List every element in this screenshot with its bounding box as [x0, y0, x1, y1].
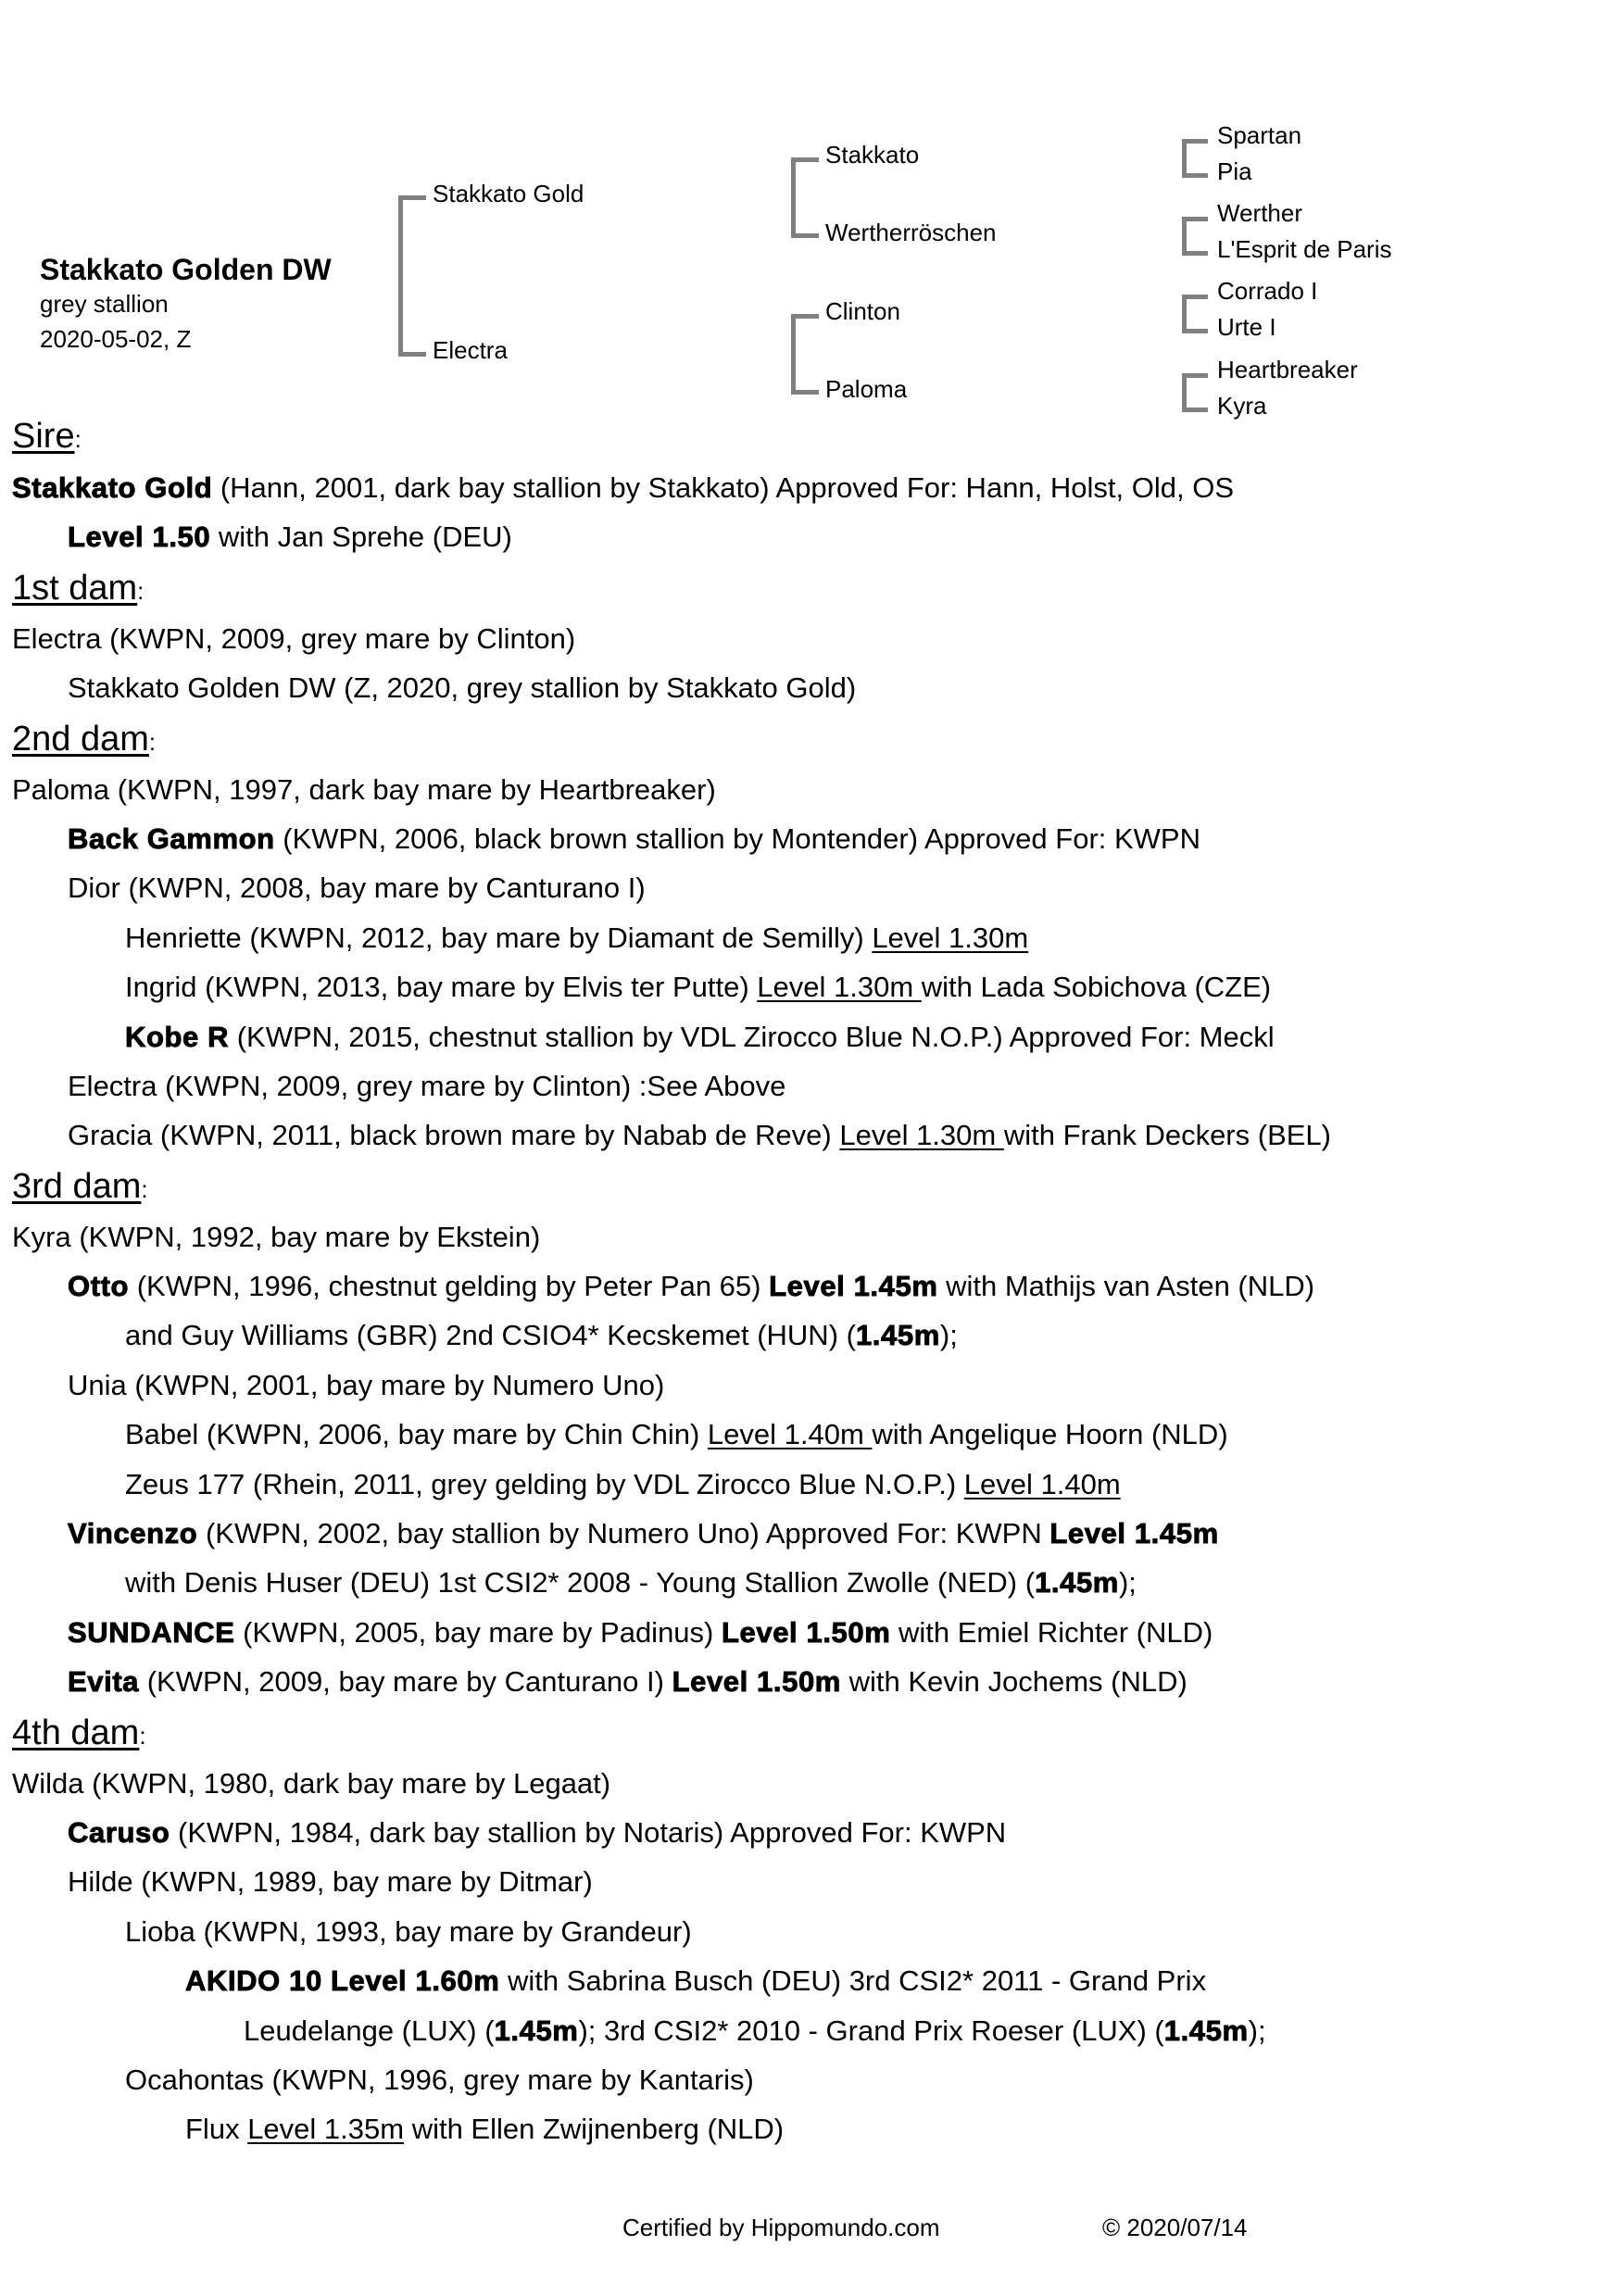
horse-name[interactable]: Vincenzo [68, 1517, 198, 1550]
level-link[interactable]: Level 1.40m [963, 1467, 1121, 1500]
level-label: Level 1.45m [1049, 1517, 1219, 1550]
section-heading-1st-dam: 1st dam: [12, 568, 145, 608]
report-line: Back Gammon (KWPN, 2006, black brown stallion by Montender) Approved For: KWPN [68, 822, 1200, 855]
pedigree-dam[interactable]: Electra [433, 336, 508, 364]
pedigree-chart [0, 0, 1621, 426]
report-line: Henriette (KWPN, 2012, bay mare by Diamant de Semilly) Level 1.30m [125, 921, 1029, 954]
subject-name: Stakkato Golden DW [40, 253, 332, 286]
pedigree-sire-sire[interactable]: Stakkato [825, 141, 920, 169]
report-line: Level 1.50 with Jan Sprehe (DEU) [68, 521, 512, 554]
pedigree-gen3-item[interactable]: Corrado I [1217, 277, 1318, 305]
report-line: Wilda (KWPN, 1980, dark bay mare by Legaat) [12, 1766, 611, 1800]
level-label: Level 1.45m [769, 1270, 938, 1303]
report-line: Stakkato Golden DW (Z, 2020, grey stallion by Stakkato Gold) [68, 671, 857, 705]
pedigree-gen3-item[interactable]: Kyra [1217, 392, 1267, 420]
subject-info [40, 252, 332, 358]
pedigree-sire[interactable]: Stakkato Gold [433, 180, 584, 207]
report-line: Electra (KWPN, 2009, grey mare by Clinton) [12, 621, 576, 655]
report-line: Kobe R (KWPN, 2015, chestnut stallion by VDL Zirocco Blue N.O.P.) Approved For: Meckl [125, 1020, 1275, 1053]
level-label: Level 1.50 [68, 521, 211, 554]
subject-birth-studbook: 2020-05-02, Z [40, 325, 192, 353]
subject-description: grey stallion [40, 290, 169, 318]
report-line: Leudelange (LUX) (1.45m); 3rd CSI2* 2010 - Grand Prix Roeser (LUX) (1.45m); [244, 2014, 1266, 2047]
horse-name[interactable]: Otto [68, 1270, 130, 1303]
pedigree-bracket-gen3 [1182, 373, 1208, 412]
report-line: Gracia (KWPN, 2011, black brown mare by Nabab de Reve) Level 1.30m with Frank Deckers (BEL) [68, 1119, 1331, 1152]
pedigree-gen3-item[interactable]: Heartbreaker [1217, 356, 1358, 383]
level-link[interactable]: Level 1.40m [707, 1418, 873, 1451]
level-link[interactable]: Level 1.30m [757, 971, 922, 1004]
horse-name[interactable]: Evita [68, 1665, 140, 1699]
certified-by-text: Certified by Hippomundo.com [622, 2214, 940, 2241]
report-line: Lioba (KWPN, 1993, bay mare by Grandeur) [125, 1914, 692, 1948]
pedigree-gen3-item[interactable]: Spartan [1217, 121, 1302, 149]
height-label: 1.45m [1035, 1566, 1119, 1600]
horse-name[interactable]: Kobe R [125, 1020, 230, 1053]
report-line: and Guy Williams (GBR) 2nd CSIO4* Kecskemet (HUN) (1.45m); [125, 1319, 958, 1352]
report-line: Zeus 177 (Rhein, 2011, grey gelding by VDL Zirocco Blue N.O.P.) Level 1.40m [125, 1467, 1121, 1500]
pedigree-sire-dam[interactable]: Wertherröschen [825, 219, 997, 246]
report-line: Hilde (KWPN, 1989, bay mare by Ditmar) [68, 1865, 593, 1899]
report-line: with Denis Huser (DEU) 1st CSI2* 2008 - Young Stallion Zwolle (NED) (1.45m); [125, 1566, 1137, 1600]
report-line: Dior (KWPN, 2008, bay mare by Canturano I) [68, 872, 646, 905]
section-heading-sire: Sire: [12, 417, 82, 456]
level-label: Level 1.50m [672, 1665, 841, 1699]
pedigree-dam-dam[interactable]: Paloma [825, 375, 908, 403]
pedigree-bracket-gen3 [1182, 295, 1208, 333]
horse-name[interactable]: Stakkato Gold [12, 471, 213, 504]
height-label: 1.45m [855, 1319, 940, 1352]
section-heading-4th-dam: 4th dam: [12, 1713, 146, 1752]
report-line: Babel (KWPN, 2006, bay mare by Chin Chin) Level 1.40m with Angelique Hoorn (NLD) [125, 1418, 1228, 1451]
pedigree-dam-sire[interactable]: Clinton [825, 297, 900, 325]
report-line: Caruso (KWPN, 1984, dark bay stallion by Notaris) Approved For: KWPN [68, 1815, 1007, 1849]
report-line: Kyra (KWPN, 1992, bay mare by Ekstein) [12, 1220, 541, 1253]
section-heading-2nd-dam: 2nd dam: [12, 719, 157, 759]
pedigree-gen3-item[interactable]: Werther [1217, 199, 1302, 227]
report-line: Flux Level 1.35m with Ellen Zwijnenberg (NLD) [185, 2113, 785, 2146]
horse-name[interactable]: AKIDO 10 Level 1.60m [185, 1964, 500, 1998]
pedigree-bracket-gen1 [398, 195, 426, 357]
height-label: 1.45m [494, 2014, 579, 2047]
report-line: Vincenzo (KWPN, 2002, bay stallion by Numero Uno) Approved For: KWPN Level 1.45m [68, 1517, 1219, 1550]
level-link[interactable]: Level 1.30m [872, 921, 1029, 954]
pedigree-gen3-item[interactable]: Pia [1217, 157, 1252, 185]
report-line: Electra (KWPN, 2009, grey mare by Clinton) :See Above [68, 1069, 786, 1102]
horse-name[interactable]: Caruso [68, 1815, 170, 1849]
pedigree-gen3-item[interactable]: L'Esprit de Paris [1217, 235, 1392, 263]
dam-line-report [12, 409, 1615, 2154]
pedigree-bracket-gen3 [1182, 217, 1208, 256]
report-line: Paloma (KWPN, 1997, dark bay mare by Heartbreaker) [12, 772, 716, 806]
pedigree-bracket-gen2 [791, 157, 819, 238]
report-line: Stakkato Gold (Hann, 2001, dark bay stallion by Stakkato) Approved For: Hann, Holst, Old, OS [12, 471, 1235, 504]
height-label: 1.45m [1163, 2014, 1249, 2047]
report-line: Otto (KWPN, 1996, chestnut gelding by Peter Pan 65) Level 1.45m with Mathijs van Asten (NLD) [68, 1270, 1315, 1303]
report-line: AKIDO 10 Level 1.60m with Sabrina Busch (DEU) 3rd CSI2* 2011 - Grand Prix [185, 1964, 1207, 1998]
report-line: Unia (KWPN, 2001, bay mare by Numero Uno) [68, 1368, 665, 1401]
report-line: Ocahontas (KWPN, 1996, grey mare by Kantaris) [125, 2063, 754, 2096]
level-link[interactable]: Level 1.30m [839, 1119, 1004, 1152]
pedigree-bracket-gen3 [1182, 139, 1208, 178]
report-line: Ingrid (KWPN, 2013, bay mare by Elvis ter Putte) Level 1.30m with Lada Sobichova (CZE) [125, 971, 1272, 1004]
level-link[interactable]: Level 1.35m [247, 2113, 405, 2146]
pedigree-bracket-gen2 [791, 314, 819, 395]
report-line: Evita (KWPN, 2009, bay mare by Canturano I) Level 1.50m with Kevin Jochems (NLD) [68, 1665, 1187, 1699]
copyright-date: © 2020/07/14 [1102, 2214, 1248, 2241]
section-heading-3rd-dam: 3rd dam: [12, 1166, 148, 1206]
horse-name[interactable]: Back Gammon [68, 822, 275, 855]
horse-name[interactable]: SUNDANCE [68, 1615, 235, 1649]
report-line: SUNDANCE (KWPN, 2005, bay mare by Padinus) Level 1.50m with Emiel Richter (NLD) [68, 1615, 1213, 1649]
pedigree-gen3-item[interactable]: Urte I [1217, 313, 1276, 341]
level-label: Level 1.50m [722, 1615, 891, 1649]
